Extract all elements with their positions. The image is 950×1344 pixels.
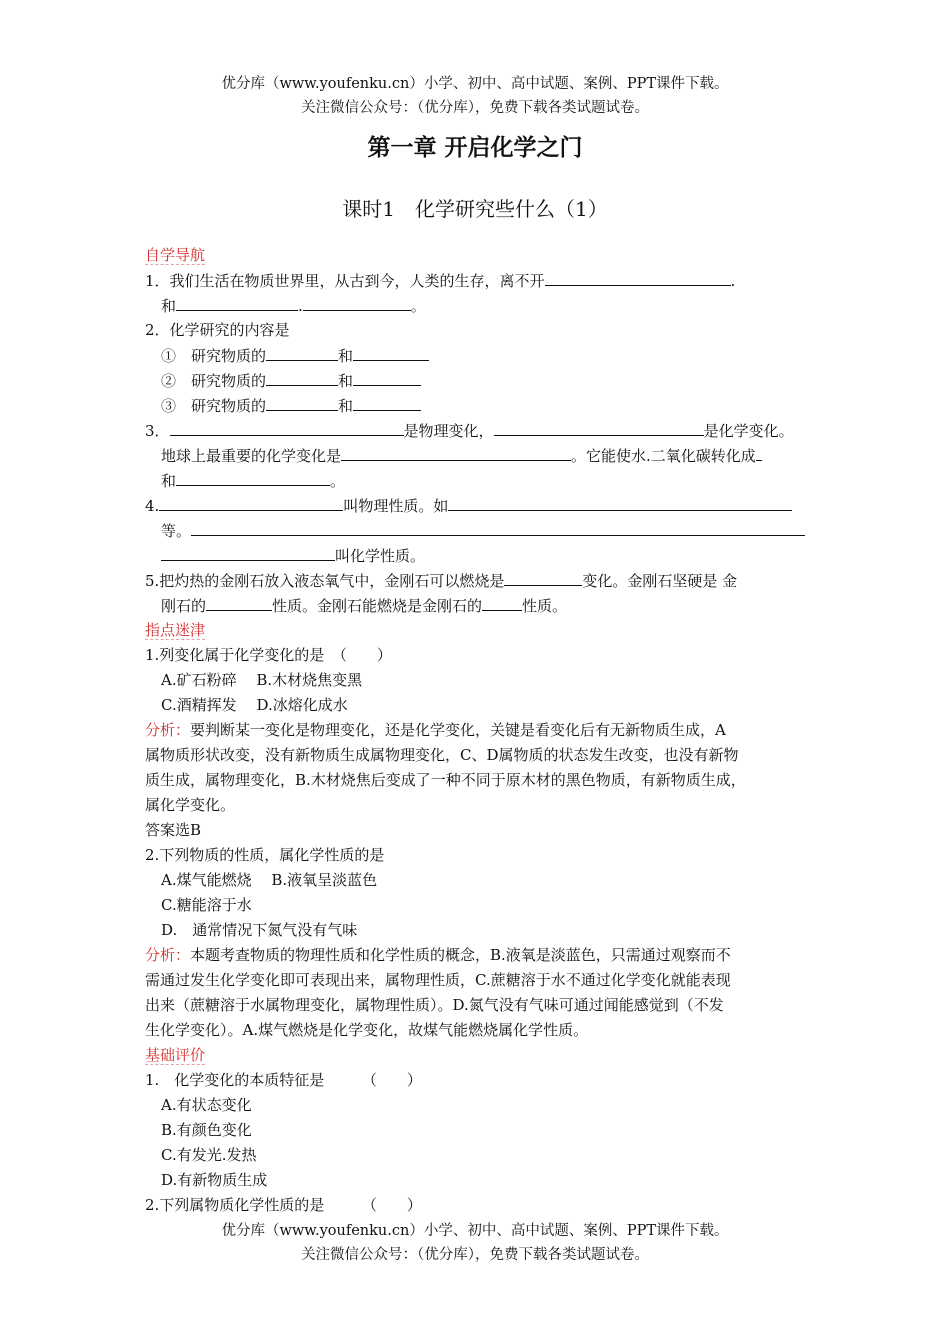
section-heading-self-study: 自学导航	[145, 246, 206, 264]
question-1-line-2: 和 . 。	[145, 293, 810, 318]
section-heading-guidance: 指点迷津	[145, 621, 206, 639]
question-2-item-1: ① 研究物质的 和	[145, 343, 810, 368]
example-1-options-ab: A.矿石粉碎 B.木材烧焦变黑	[161, 671, 363, 689]
chapter-title: 第一章 开启化学之门	[367, 135, 583, 161]
question-4-line-2: 等。	[145, 518, 810, 543]
analysis-label: 分析：	[145, 946, 191, 964]
analysis-2-line-3: 出来（蔗糖溶于水属物理变化，属物理性质）。D.氮气没有气味可通过闻能感觉到（不发	[145, 996, 724, 1014]
example-2-option-d: D. 通常情况下氮气没有气味	[161, 921, 358, 939]
question-5-line-2: 刚石的 性质。金刚石能燃烧是金刚石的 性质。	[145, 593, 810, 618]
basic-question-1-option-a: A.有状态变化	[161, 1096, 252, 1114]
question-2: 2．化学研究的内容是	[145, 321, 290, 339]
analysis-2-line-4: 生化学变化）。A.煤气燃烧是化学变化，故煤气能燃烧属化学性质。	[145, 1021, 589, 1039]
question-4-line-3: 叫化学性质。	[145, 543, 810, 568]
question-3-line-1: 3． 是物理变化， 是化学变化。	[145, 418, 810, 443]
basic-question-1-option-d: D.有新物质生成	[161, 1171, 268, 1189]
example-2-options-ab: A.煤气能燃烧 B.液氧呈淡蓝色	[161, 871, 378, 889]
question-3-line-3: 和 。	[145, 468, 810, 493]
document-body	[145, 243, 810, 1218]
analysis-1-line-2: 属物质形状改变，没有新物质生成属物理变化，C、D属物质的状态发生改变，也没有新物	[145, 746, 739, 764]
lesson-title: 课时1 化学研究些什么（1）	[342, 197, 608, 221]
footer-line-1: 优分库（www.youfenku.cn）小学、初中、高中试题、案例、PPT课件下载。	[221, 1223, 729, 1239]
analysis-2-line-1: 分析：本题考查物质的物理性质和化学性质的概念，B.液氧是淡蓝色，只需通过观察而不	[145, 946, 731, 964]
basic-question-1-option-b: B.有颜色变化	[161, 1121, 252, 1139]
analysis-2-line-2: 需通过发生化学变化即可表现出来，属物理性质，C.蔗糖溶于水不通过化学变化就能表现	[145, 971, 731, 989]
question-2-item-2: ② 研究物质的 和	[145, 368, 810, 393]
section-heading-basic-evaluation: 基础评价	[145, 1046, 206, 1064]
basic-question-1-option-c: C.有发光.发热	[161, 1146, 257, 1164]
question-1-line-1: 1．我们生活在物质世界里，从古到今，人类的生存，离不开 .	[145, 268, 810, 293]
analysis-1-line-1: 分析：要判断某一变化是物理变化，还是化学变化，关键是看变化后有无新物质生成，A	[145, 721, 726, 739]
example-1-question: 1.列变化属于化学变化的是 （ ）	[145, 646, 392, 664]
example-1-options-cd: C.酒精挥发 D.冰熔化成水	[161, 696, 348, 714]
example-2-question: 2.下列物质的性质，属化学性质的是	[145, 846, 385, 864]
analysis-1-line-3: 质生成，属物理变化，B.木材烧焦后变成了一种不同于原木材的黑色物质，有新物质生成，	[145, 771, 746, 789]
example-2-option-c: C.糖能溶于水	[161, 896, 252, 914]
answer-1: 答案选B	[145, 821, 202, 839]
page-header	[0, 72, 950, 120]
header-line-2: 关注微信公众号：（优分库），免费下载各类试题试卷。	[301, 100, 649, 116]
basic-question-2: 2.下列属物质化学性质的是 （ ）	[145, 1196, 422, 1214]
question-2-item-3: ③ 研究物质的 和	[145, 393, 810, 418]
question-3-line-2: 地球上最重要的化学变化是 。它能使水.二氧化碳转化成	[145, 443, 810, 468]
basic-question-1: 1. 化学变化的本质特征是 （ ）	[145, 1071, 422, 1089]
analysis-label: 分析：	[145, 721, 191, 739]
question-4-line-1: 4. 叫物理性质。如	[145, 493, 810, 518]
question-5-line-1: 5.把灼热的金刚石放入液态氧气中，金刚石可以燃烧是 变化。金刚石坚硬是 金	[145, 568, 810, 593]
header-line-1: 优分库（www.youfenku.cn）小学、初中、高中试题、案例、PPT课件下载。	[221, 76, 729, 92]
page-footer	[0, 1219, 950, 1267]
footer-line-2: 关注微信公众号：（优分库），免费下载各类试题试卷。	[301, 1247, 649, 1263]
analysis-1-line-4: 属化学变化。	[145, 796, 236, 814]
